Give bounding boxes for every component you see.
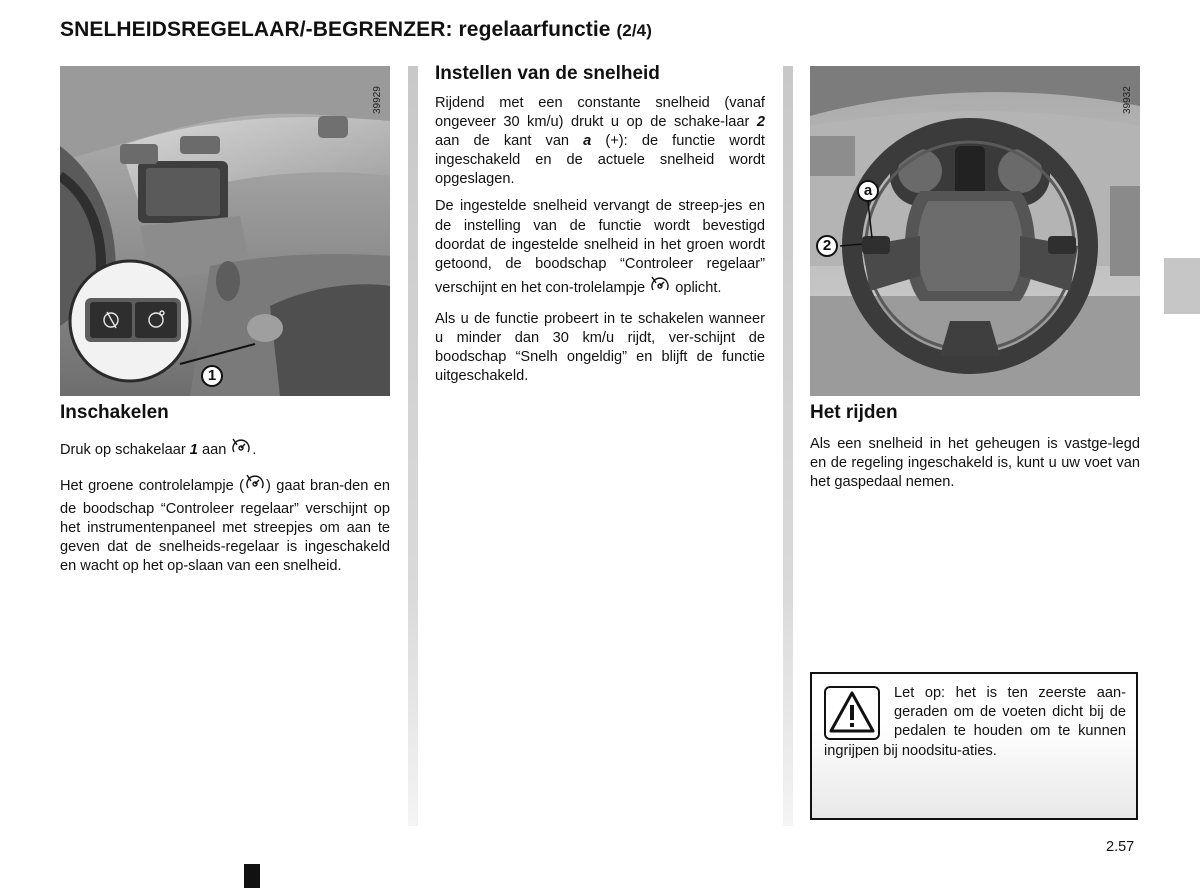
paragraph-driving: Als een snelheid in het geheugen is vastge-legd en de regeling ingeschakeld is, kunt u uw voet van het gaspedaal nemen. [810,436,1140,491]
heading-het-rijden: Het rijden [810,402,898,423]
steering-wheel-photo [810,66,1140,396]
paragraph-confirm-speed: De ingestelde snelheid vervangt de streep-jes en de instelling van de functie wordt bevestigd doordat de ingestelde snelheid in het groen wordt getoond, de boodschap “Controleer regelaar” verschijnt en het con-trolelampje oplicht. [435,197,765,301]
right-column [810,402,1140,500]
warning-text: Let op: het is ten zeerste aan-geraden om de voeten dicht bij de pedalen te houden om te kunnen ingrijpen bij noodsitu-aties. [824,685,1126,759]
cruise-control-icon [230,436,252,464]
print-mark [244,864,260,888]
column-divider-right [783,66,793,826]
column-divider-left [408,66,418,826]
middle-column [435,63,765,394]
paragraph-below-30: Als u de functie probeert in te schakelen wanneer u minder dan 30 km/u rijdt, ver-schijnt de boodschap “Snelh ongeldig” en blijft de functie uitgeschakeld. [435,310,765,385]
page-title [60,18,652,42]
warning-icon-spacer [824,684,894,740]
left-body [60,436,390,577]
paragraph-set-speed: Rijdend met een constante snelheid (vanaf ongeveer 30 km/u) drukt u op de schake-laar 2 aan de kant van a (+): de functie wordt ingeschakeld en de actuele snelheid wordt opgeslagen. [435,95,765,188]
callout-a: a [857,180,879,202]
heading-inschakelen: Inschakelen [60,402,169,423]
switch-ref-2: 2 [756,114,765,131]
warning-text-block [824,684,1126,761]
title-suffix: (2/4) [616,21,652,40]
cruise-control-icon [244,472,266,500]
chapter-tab [1164,258,1200,314]
heading-instellen: Instellen van de snelheid [435,63,660,84]
photo-number-right: 39932 [1122,86,1133,114]
title-main: SNELHEIDSREGELAAR/-BEGRENZER: regelaarfunctie [60,18,611,41]
middle-body [435,94,765,386]
paragraph-warning-lamp: Het groene controlelampje ( ) gaat bran-den en de boodschap “Controleer regelaar” verschijnt op het instrumentenpaneel met streepjes om aan te geven dat de snelheids-regelaar is ingeschakeld en wacht op het op-slaan van een snelheid. [60,472,390,576]
paragraph-press-switch: Druk op schakelaar 1 aan . [60,436,390,464]
photo-number-left: 39929 [372,86,383,114]
page-number: 2.57 [1106,839,1135,855]
side-ref-a: a [583,133,592,150]
left-column [60,402,390,585]
steering-wheel-illustration [810,66,1140,396]
dashboard-photo [60,66,390,396]
warning-box [810,672,1138,820]
callout-1: 1 [201,365,223,387]
dashboard-illustration [60,66,390,396]
callout-2: 2 [816,235,838,257]
switch-ref-1: 1 [189,442,198,458]
cruise-control-icon [649,274,671,302]
right-body [810,435,1140,492]
